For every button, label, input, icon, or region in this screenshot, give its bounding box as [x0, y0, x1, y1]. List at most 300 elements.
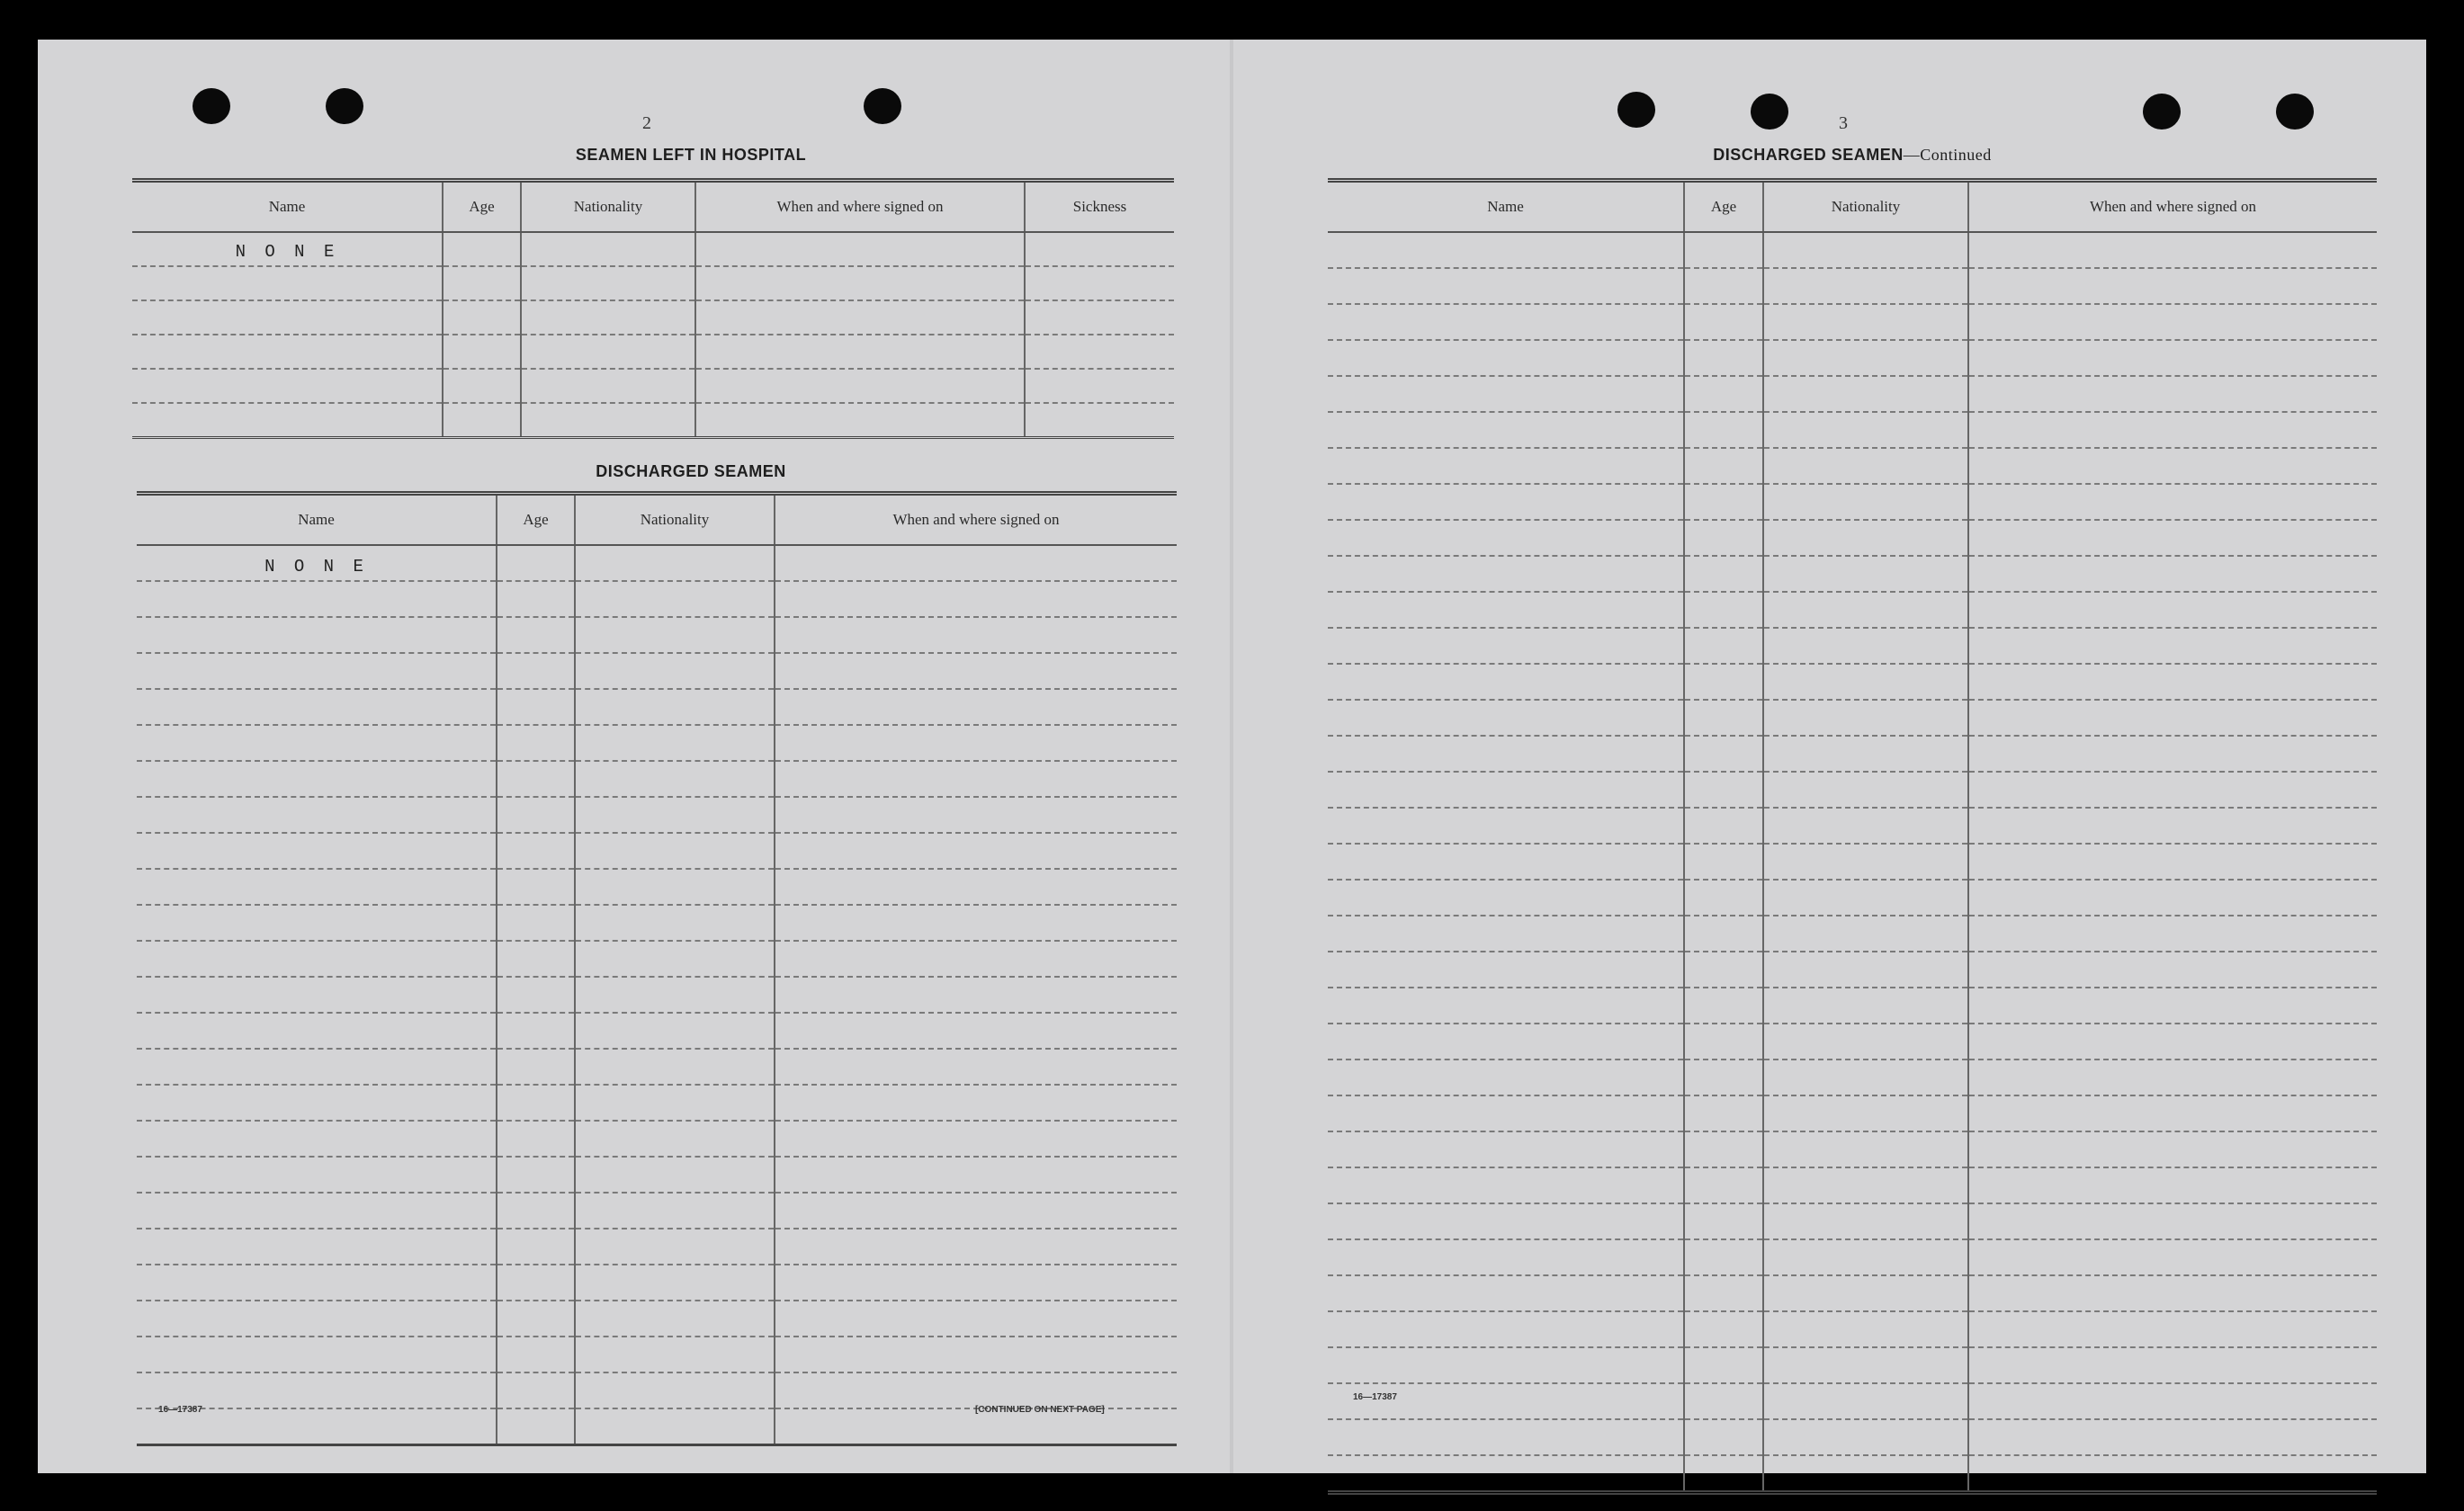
table-cell — [575, 1265, 775, 1301]
table-cell — [575, 1157, 775, 1193]
table-cell — [1763, 304, 1968, 340]
table-cell — [1025, 266, 1174, 300]
table-cell — [1684, 880, 1763, 916]
table-cell — [1025, 335, 1174, 369]
table-cell — [497, 1193, 575, 1229]
table-cell — [1328, 412, 1684, 448]
table-cell — [1684, 1347, 1763, 1383]
table-cell — [1968, 880, 2377, 916]
table-cell — [1684, 1311, 1763, 1347]
table-cell — [1763, 592, 1968, 628]
table-cell — [497, 1049, 575, 1085]
table-cell — [575, 1301, 775, 1337]
table-cell — [1763, 1131, 1968, 1167]
table-row — [1328, 268, 2377, 304]
punch-hole — [1751, 94, 1788, 130]
table-row — [1328, 520, 2377, 556]
table-cell — [1684, 988, 1763, 1024]
table-row — [1328, 592, 2377, 628]
table-cell — [1763, 1167, 1968, 1203]
table-cell — [1684, 1419, 1763, 1455]
table-cell — [1328, 1203, 1684, 1239]
table-cell — [1968, 448, 2377, 484]
table-cell — [521, 369, 695, 403]
table-cell — [775, 653, 1177, 689]
discharged-continued-title-text: DISCHARGED SEAMEN — [1713, 146, 1904, 164]
table-cell — [775, 1085, 1177, 1121]
punch-hole — [2143, 94, 2181, 130]
column-header: Age — [443, 181, 521, 233]
table-cell — [521, 335, 695, 369]
table-cell — [132, 266, 443, 300]
table-cell — [137, 905, 497, 941]
table-cell — [1328, 1059, 1684, 1095]
table-cell — [1763, 484, 1968, 520]
table-row — [132, 232, 1174, 266]
table-cell — [1763, 1024, 1968, 1059]
table-cell — [1968, 916, 2377, 952]
table-cell — [1328, 916, 1684, 952]
table-cell — [1968, 988, 2377, 1024]
table-cell — [1968, 268, 2377, 304]
table-cell — [1328, 736, 1684, 772]
table-cell — [575, 689, 775, 725]
document-sheet — [38, 40, 2426, 1473]
table-cell — [1968, 736, 2377, 772]
table-cell — [1763, 880, 1968, 916]
table-row — [1328, 700, 2377, 736]
table-cell — [1328, 880, 1684, 916]
table-cell — [137, 1193, 497, 1229]
table-cell — [1763, 808, 1968, 844]
table-cell — [1684, 1455, 1763, 1493]
table-cell — [775, 1265, 1177, 1301]
table-row — [137, 941, 1177, 977]
table-row — [1328, 1203, 2377, 1239]
table-cell — [1328, 520, 1684, 556]
table-cell — [775, 977, 1177, 1013]
table-cell — [1684, 1239, 1763, 1275]
table-cell — [575, 905, 775, 941]
table-cell — [775, 689, 1177, 725]
table-cell — [497, 833, 575, 869]
table-row — [132, 300, 1174, 335]
table-cell — [137, 1265, 497, 1301]
table-row — [137, 797, 1177, 833]
table-cell — [1684, 268, 1763, 304]
table-cell — [1684, 1383, 1763, 1419]
page-fold — [1230, 40, 1233, 1473]
table-cell — [1328, 268, 1684, 304]
table-cell — [1328, 232, 1684, 268]
table-row — [137, 1229, 1177, 1265]
table-cell — [1684, 772, 1763, 808]
table-cell: N O N E — [132, 232, 443, 266]
table-cell — [1328, 592, 1684, 628]
table-cell — [775, 581, 1177, 617]
table-cell — [575, 1013, 775, 1049]
table-row — [132, 369, 1174, 403]
table-cell — [1684, 232, 1763, 268]
table-cell — [1763, 340, 1968, 376]
table-cell — [1684, 340, 1763, 376]
table-cell — [1328, 1131, 1684, 1167]
table-cell — [1684, 520, 1763, 556]
table-cell — [1763, 1347, 1968, 1383]
table-cell — [1968, 808, 2377, 844]
table-cell — [775, 1157, 1177, 1193]
table-cell — [497, 581, 575, 617]
table-cell — [1684, 304, 1763, 340]
table-cell — [1328, 808, 1684, 844]
table-row — [137, 905, 1177, 941]
table-cell — [137, 797, 497, 833]
table-row — [137, 833, 1177, 869]
table-cell — [1328, 556, 1684, 592]
table-cell — [1968, 556, 2377, 592]
table-row — [1328, 556, 2377, 592]
table-cell — [1684, 700, 1763, 736]
table-row — [137, 581, 1177, 617]
discharged-section-title: DISCHARGED SEAMEN — [596, 462, 786, 480]
table-cell — [521, 300, 695, 335]
page-number-right: 3 — [1839, 113, 1848, 133]
table-cell — [497, 689, 575, 725]
table-cell — [775, 1013, 1177, 1049]
table-cell — [1328, 304, 1684, 340]
table-cell — [1763, 1419, 1968, 1455]
table-cell — [775, 941, 1177, 977]
table-cell — [1025, 300, 1174, 335]
table-row — [137, 1049, 1177, 1085]
table-cell — [137, 1301, 497, 1337]
table-cell — [497, 545, 575, 581]
table-cell — [443, 300, 521, 335]
table-cell — [1968, 844, 2377, 880]
table-cell — [575, 797, 775, 833]
table-cell — [575, 833, 775, 869]
table-cell — [1763, 1275, 1968, 1311]
hospital-table — [132, 178, 1174, 439]
table-cell — [1968, 952, 2377, 988]
punch-hole — [1617, 92, 1655, 128]
table-cell — [1763, 1311, 1968, 1347]
table-cell — [1763, 1239, 1968, 1275]
table-cell — [575, 1193, 775, 1229]
table-row — [137, 1085, 1177, 1121]
table-cell — [497, 1229, 575, 1265]
table-cell — [1968, 484, 2377, 520]
table-cell — [1763, 376, 1968, 412]
table-cell — [1763, 736, 1968, 772]
table-cell — [497, 1265, 575, 1301]
table-row — [1328, 1275, 2377, 1311]
column-header: Name — [1328, 181, 1684, 233]
table-cell — [1684, 1275, 1763, 1311]
punch-hole — [2276, 94, 2314, 130]
table-row — [137, 1337, 1177, 1372]
table-row — [1328, 628, 2377, 664]
table-cell — [137, 1337, 497, 1372]
table-cell — [1684, 916, 1763, 952]
table-row — [1328, 1167, 2377, 1203]
table-cell — [1328, 844, 1684, 880]
table-row — [1328, 1095, 2377, 1131]
table-cell — [575, 977, 775, 1013]
table-cell — [775, 797, 1177, 833]
table-cell — [775, 1337, 1177, 1372]
table-cell — [1968, 1311, 2377, 1347]
discharged-continued-table — [1328, 178, 2377, 1495]
table-cell — [1328, 376, 1684, 412]
table-cell — [1763, 556, 1968, 592]
table-row — [1328, 1419, 2377, 1455]
table-cell — [137, 653, 497, 689]
table-cell — [497, 941, 575, 977]
table-cell — [1763, 1383, 1968, 1419]
table-cell — [132, 403, 443, 438]
table-cell — [775, 725, 1177, 761]
column-header: When and where signed on — [695, 181, 1025, 233]
table-cell — [497, 905, 575, 941]
table-cell — [575, 1121, 775, 1157]
punch-hole — [864, 88, 901, 124]
column-header: Sickness — [1025, 181, 1174, 233]
table-cell — [775, 1229, 1177, 1265]
table-cell — [1968, 700, 2377, 736]
continued-suffix: —Continued — [1903, 146, 1992, 164]
table-cell — [497, 1013, 575, 1049]
table-cell — [1684, 484, 1763, 520]
column-header: Age — [497, 494, 575, 546]
table-cell — [1684, 664, 1763, 700]
table-cell — [575, 1229, 775, 1265]
table-cell — [1328, 664, 1684, 700]
column-header: Nationality — [521, 181, 695, 233]
table-row — [1328, 340, 2377, 376]
table-row — [137, 689, 1177, 725]
table-cell — [775, 833, 1177, 869]
table-cell — [1025, 232, 1174, 266]
table-cell — [497, 1301, 575, 1337]
table-cell — [1684, 1024, 1763, 1059]
table-cell — [137, 689, 497, 725]
table-cell — [1684, 808, 1763, 844]
table-cell — [1968, 1347, 2377, 1383]
table-cell — [497, 977, 575, 1013]
table-cell — [443, 335, 521, 369]
table-cell — [1763, 844, 1968, 880]
table-cell — [1328, 1419, 1684, 1455]
table-cell — [443, 232, 521, 266]
table-row — [137, 1121, 1177, 1157]
table-row — [137, 977, 1177, 1013]
table-cell — [137, 941, 497, 977]
table-row — [132, 335, 1174, 369]
table-row — [1328, 808, 2377, 844]
punch-hole — [193, 88, 230, 124]
table-cell — [1328, 1311, 1684, 1347]
table-cell — [1684, 1059, 1763, 1095]
table-cell — [497, 797, 575, 833]
table-row — [1328, 304, 2377, 340]
continued-note: [CONTINUED ON NEXT PAGE] — [975, 1405, 1105, 1415]
table-cell — [1328, 628, 1684, 664]
table-cell — [1684, 736, 1763, 772]
table-row — [137, 761, 1177, 797]
table-cell — [1025, 403, 1174, 438]
table-cell — [695, 369, 1025, 403]
table-cell — [575, 1372, 775, 1408]
table-row — [1328, 1239, 2377, 1275]
table-row — [1328, 448, 2377, 484]
table-cell — [1328, 1275, 1684, 1311]
column-header: Nationality — [1763, 181, 1968, 233]
table-row — [1328, 1311, 2377, 1347]
table-cell — [1968, 592, 2377, 628]
table-cell — [137, 617, 497, 653]
column-header: Name — [132, 181, 443, 233]
table-cell — [497, 1408, 575, 1445]
table-cell — [1968, 1275, 2377, 1311]
table-cell — [775, 761, 1177, 797]
table-cell — [521, 266, 695, 300]
table-cell — [575, 869, 775, 905]
table-cell — [1763, 1095, 1968, 1131]
table-row — [1328, 1131, 2377, 1167]
table-cell — [575, 1408, 775, 1445]
table-cell — [1328, 484, 1684, 520]
table-cell — [1684, 556, 1763, 592]
table-cell — [137, 1157, 497, 1193]
table-row — [1328, 736, 2377, 772]
table-cell — [575, 941, 775, 977]
table-cell — [1968, 1095, 2377, 1131]
table-cell — [1328, 1239, 1684, 1275]
table-cell — [1763, 700, 1968, 736]
table-row — [137, 1265, 1177, 1301]
table-cell — [1763, 448, 1968, 484]
table-cell — [575, 581, 775, 617]
table-row — [137, 653, 1177, 689]
table-cell — [1763, 1455, 1968, 1493]
table-cell — [1968, 1131, 2377, 1167]
table-cell — [137, 725, 497, 761]
table-cell — [1684, 376, 1763, 412]
table-cell — [137, 1372, 497, 1408]
table-row — [1328, 1455, 2377, 1493]
table-cell — [1328, 340, 1684, 376]
table-cell — [1763, 268, 1968, 304]
table-row — [1328, 484, 2377, 520]
table-cell — [497, 1372, 575, 1408]
table-cell — [775, 617, 1177, 653]
table-cell — [575, 761, 775, 797]
table-row — [1328, 412, 2377, 448]
table-cell — [695, 300, 1025, 335]
table-cell — [1968, 1239, 2377, 1275]
table-cell — [1025, 369, 1174, 403]
table-row — [1328, 1383, 2377, 1419]
table-cell — [1763, 520, 1968, 556]
table-cell — [443, 266, 521, 300]
table-row — [1328, 376, 2377, 412]
hospital-section-title: SEAMEN LEFT IN HOSPITAL — [575, 146, 807, 164]
table-cell — [1328, 700, 1684, 736]
column-header: When and where signed on — [1968, 181, 2377, 233]
table-row — [1328, 664, 2377, 700]
table-cell — [695, 403, 1025, 438]
column-header: Nationality — [575, 494, 775, 546]
table-cell — [1684, 1167, 1763, 1203]
column-header: Name — [137, 494, 497, 546]
table-row — [132, 266, 1174, 300]
table-cell — [1763, 232, 1968, 268]
table-cell — [1763, 664, 1968, 700]
table-cell — [497, 1121, 575, 1157]
table-cell — [1763, 1203, 1968, 1239]
table-cell — [1968, 664, 2377, 700]
table-cell — [521, 403, 695, 438]
discharged-table — [137, 491, 1177, 1446]
table-cell — [137, 833, 497, 869]
table-cell — [695, 335, 1025, 369]
table-row — [1328, 844, 2377, 880]
table-cell — [137, 977, 497, 1013]
table-cell — [1684, 1131, 1763, 1167]
table-cell — [1968, 1167, 2377, 1203]
table-cell — [775, 1301, 1177, 1337]
table-cell — [1968, 1419, 2377, 1455]
table-row — [137, 725, 1177, 761]
table-cell — [1684, 1203, 1763, 1239]
table-cell — [1968, 232, 2377, 268]
table-cell: N O N E — [137, 545, 497, 581]
table-cell — [575, 1085, 775, 1121]
table-cell — [1968, 1383, 2377, 1419]
table-cell — [132, 300, 443, 335]
table-row — [1328, 1059, 2377, 1095]
table-cell — [1328, 1455, 1684, 1493]
table-row — [137, 1193, 1177, 1229]
table-cell — [575, 545, 775, 581]
table-cell — [775, 545, 1177, 581]
column-header: When and where signed on — [775, 494, 1177, 546]
table-row — [1328, 880, 2377, 916]
punch-hole — [326, 88, 363, 124]
table-cell — [775, 1372, 1177, 1408]
table-cell — [137, 1013, 497, 1049]
table-cell — [1684, 412, 1763, 448]
table-cell — [497, 869, 575, 905]
table-cell — [132, 369, 443, 403]
table-cell — [497, 617, 575, 653]
table-cell — [1684, 448, 1763, 484]
table-row — [1328, 952, 2377, 988]
table-row — [137, 617, 1177, 653]
table-cell — [1763, 772, 1968, 808]
table-cell — [1968, 340, 2377, 376]
table-cell — [575, 1049, 775, 1085]
table-cell — [1684, 1095, 1763, 1131]
table-cell — [1968, 520, 2377, 556]
table-cell — [1684, 844, 1763, 880]
table-cell — [497, 653, 575, 689]
table-cell — [137, 1085, 497, 1121]
table-row — [137, 1372, 1177, 1408]
table-cell — [575, 725, 775, 761]
table-cell — [1684, 592, 1763, 628]
